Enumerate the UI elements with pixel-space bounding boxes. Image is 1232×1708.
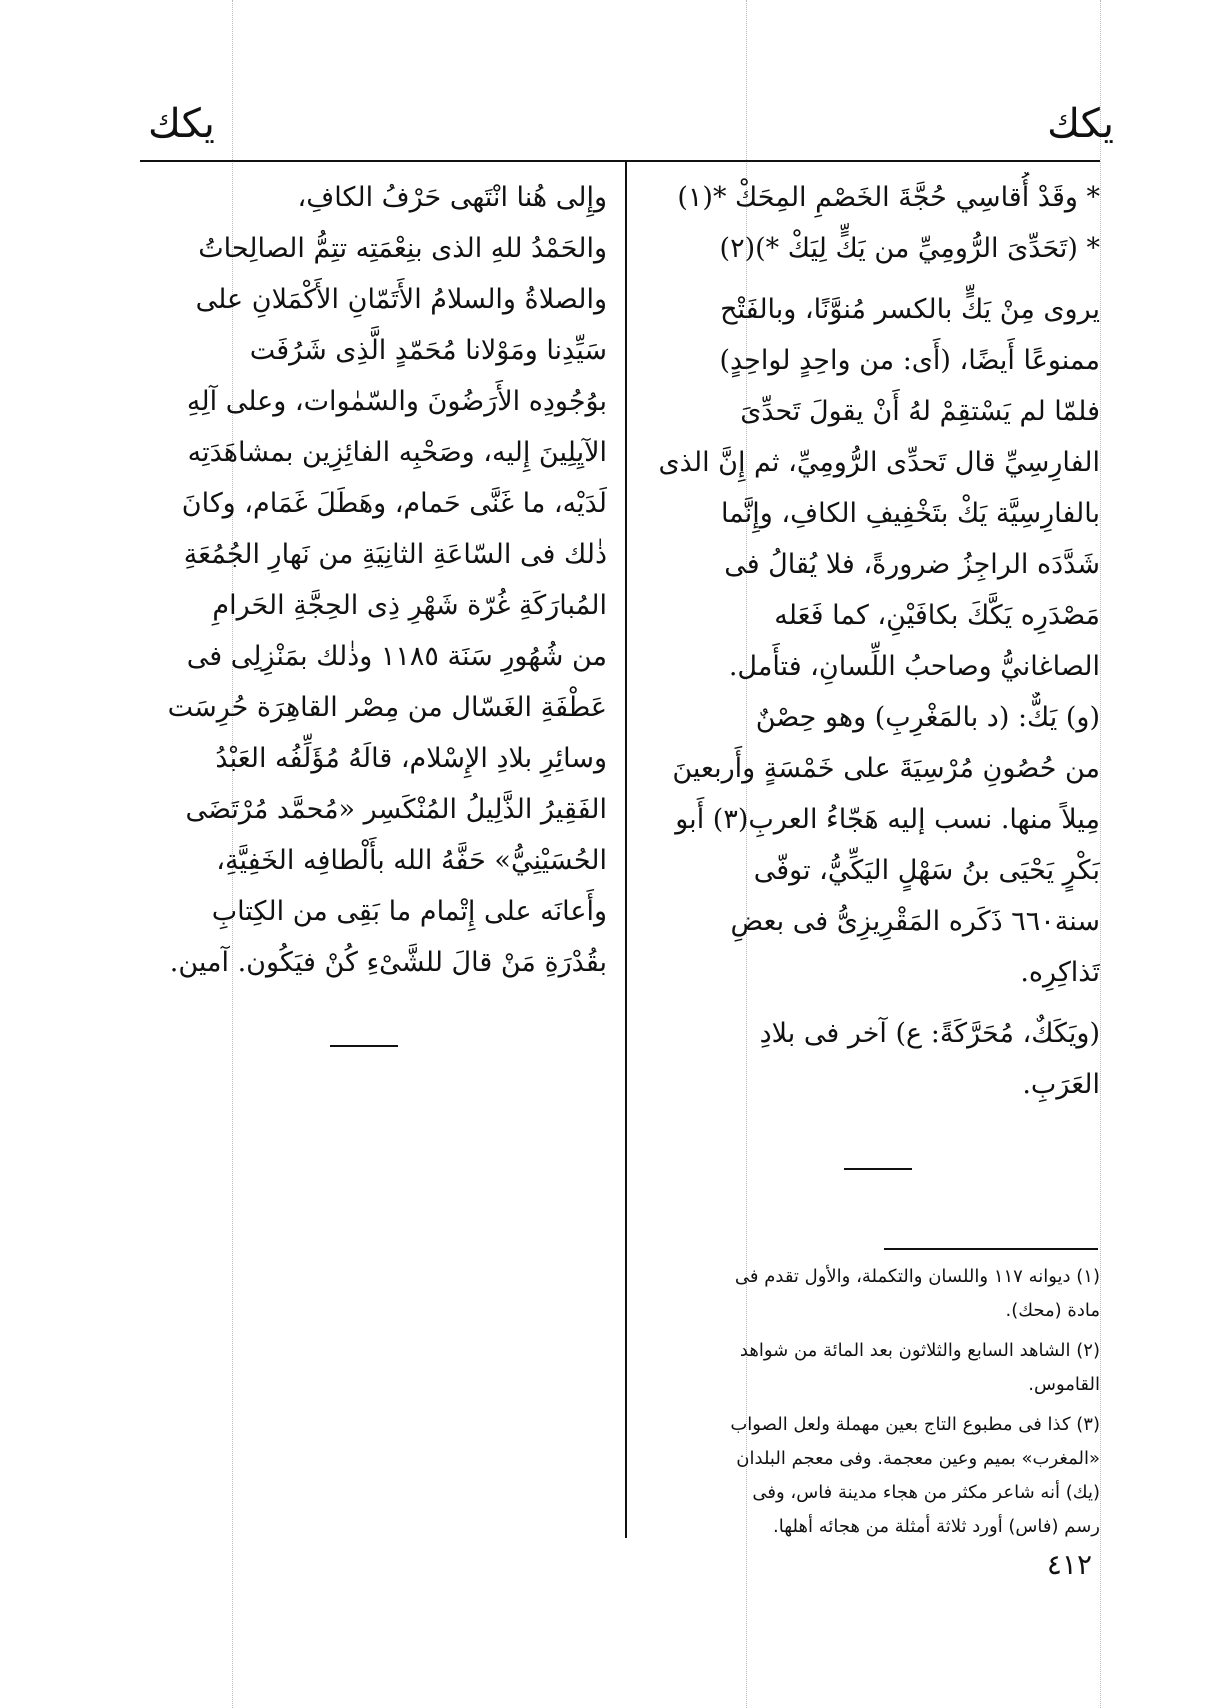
text-line: العَرَبِ. bbox=[1022, 1069, 1100, 1100]
left-column-text bbox=[142, 172, 607, 988]
text-line: بوُجُودِه الأَرَضُونَ والسّمٰوات، وعلى آلِهِ bbox=[186, 386, 607, 417]
section-end-rule-right bbox=[844, 1168, 912, 1170]
text-line: والصلاةُ والسلامُ الأَتَمّانِ الأَكْمَلانِ على bbox=[195, 284, 607, 315]
text-line: لَدَيْه، ما غَنَّى حَمام، وهَطَلَ غَمَام، وكانَ bbox=[181, 488, 607, 519]
section-end-rule-left bbox=[330, 1045, 398, 1047]
right-column-text bbox=[645, 172, 1100, 1110]
text-line: مَصْدَرِه يَكَّكَ بكافَيْنِ، كما فَعَله bbox=[774, 600, 1100, 631]
text-line: مِيلاً منها. نسب إليه هَجّاءُ العربِ(٣) أَبو bbox=[675, 804, 1100, 835]
footnote-line: (٢) الشاهد السابع والثلاثون بعد المائة من شواهد bbox=[739, 1340, 1100, 1361]
running-header-left: يكك bbox=[148, 101, 215, 147]
text-line: فلمّا لم يَسْتقِمْ لهُ أَنْ يقولَ تَحدِّىَ bbox=[740, 396, 1100, 427]
footnote-line: (١) ديوانه ١١٧ واللسان والتكملة، والأول تقدم فى bbox=[734, 1266, 1100, 1287]
text-line: وأَعانَه على إِتْمام ما بَقِى من الكِتابِ bbox=[211, 896, 607, 927]
text-line: الفَقِيرُ الذَّلِيلُ المُنْكَسِر «مُحمَّد مُرْتَضَى bbox=[185, 794, 607, 825]
text-line: بقُدْرَةِ مَنْ قالَ للشَّىْءِ كُنْ فيَكُون. آمين. bbox=[169, 947, 607, 978]
footnote-line: القاموس. bbox=[1028, 1374, 1100, 1395]
text-line: الصاغانيُّ وصاحبُ اللِّسانِ، فتأَمل. bbox=[728, 651, 1100, 682]
text-line: سنة٦٦٠ ذَكَره المَقْرِيزِىُّ فى بعضِ bbox=[730, 906, 1100, 937]
text-line: سَيِّدِنا ومَوْلانا مُحَمّدٍ الَّذِى شَرُفَت bbox=[249, 335, 607, 366]
column-divider bbox=[625, 160, 627, 1538]
header-rule bbox=[140, 160, 1100, 162]
text-line: شَدَّدَه الراجِزُ ضرورةً، فلا يُقالُ فى bbox=[724, 549, 1100, 580]
text-line: * (تَحَدِّىَ الرُّومِيِّ من يَكٍّ لِيَكْ *)(٢) bbox=[719, 233, 1100, 264]
footnote-line: (يك) أنه شاعر مكثر من هجاء مدينة فاس، وفى bbox=[752, 1482, 1100, 1503]
footnote-line: (٣) كذا فى مطبوع التاج بعين مهملة ولعل الصواب bbox=[730, 1414, 1100, 1435]
text-line: الآيِلِينَ إِليه، وصَحْبِه الفائِزِين بمشاهَدَتِه bbox=[187, 437, 607, 468]
text-line: عَطْفَةِ الغَسّال من مِصْر القاهِرَة حُرِسَت bbox=[167, 692, 607, 723]
footnote-line: رسم (فاس) أورد ثلاثة أمثلة من هجائه أهلها. bbox=[773, 1516, 1100, 1537]
text-line: وسائِرِ بلادِ الإِسْلام، قالَهُ مُؤَلِّفُه العَبْدُ bbox=[215, 743, 607, 774]
text-line: * وقَدْ أُقاسِي حُجَّةَ الخَصْمِ المِحَكْ *(١) bbox=[677, 182, 1100, 213]
text-line: وإِلى هُنا انْتَهى حَرْفُ الكافِ، bbox=[297, 182, 607, 213]
text-line: من شُهُورِ سَنَة ١١٨٥ وذٰلك بمَنْزِلِى فى bbox=[186, 641, 607, 672]
text-line: (و) يَكٌّ: (د بالمَغْرِبِ) وهو حِصْنٌ bbox=[755, 702, 1100, 733]
text-line: من حُصُونِ مُرْسِيَةَ على خَمْسَةٍ وأَربعينَ bbox=[672, 753, 1100, 784]
footnote-rule bbox=[884, 1248, 1098, 1250]
running-header-right: يكك bbox=[1047, 101, 1114, 147]
footnote-line: مادة (محك). bbox=[1005, 1300, 1100, 1321]
text-line: والحَمْدُ للهِ الذى بنِعْمَتِه تتِمُّ الصالِحاتُ bbox=[198, 233, 607, 264]
text-line: (ويَكَكٌ، مُحَرَّكَةً: ع) آخر فى بلادِ bbox=[759, 1018, 1100, 1049]
text-line: ممنوعًا أَيضًا، (أَى: من واحِدٍ لواحِدٍ) bbox=[719, 345, 1100, 376]
scan-guide-right bbox=[1100, 0, 1101, 1708]
text-line: بالفارِسِيَّة يَكْ بتَخْفِيفِ الكافِ، وإِنَّما bbox=[720, 498, 1100, 529]
footnote-line: «المغرب» بميم وعين معجمة. وفى معجم البلدان bbox=[736, 1448, 1100, 1469]
text-line: بَكْرٍ يَحْيَى بنُ سَهْلٍ اليَكِّيُّ، توفّى bbox=[753, 855, 1100, 886]
page-number: ٤١٢ bbox=[1046, 1548, 1092, 1581]
text-line: المُبارَكَةِ غُرّة شَهْرِ ذِى الحِجَّةِ الحَرامِ bbox=[212, 590, 607, 621]
footnotes bbox=[652, 1260, 1100, 1544]
text-line: الحُسَيْنِيُّ» حَفَّهُ الله بأَلْطافِه الخَفِيَّةِ، bbox=[216, 845, 607, 876]
text-line: الفارِسِيِّ قال تَحدِّى الرُّومِيِّ، ثم إِنَّ الذى bbox=[658, 447, 1100, 478]
text-line: يروى مِنْ يَكٍّ بالكسر مُنوَّنًا، وبالفَتْح bbox=[720, 294, 1100, 325]
text-line: ذٰلك فى السّاعَةِ الثانِيَةِ من نَهارِ الجُمُعَةِ bbox=[183, 539, 607, 570]
text-line: تَذاكِرِه. bbox=[1020, 957, 1100, 988]
